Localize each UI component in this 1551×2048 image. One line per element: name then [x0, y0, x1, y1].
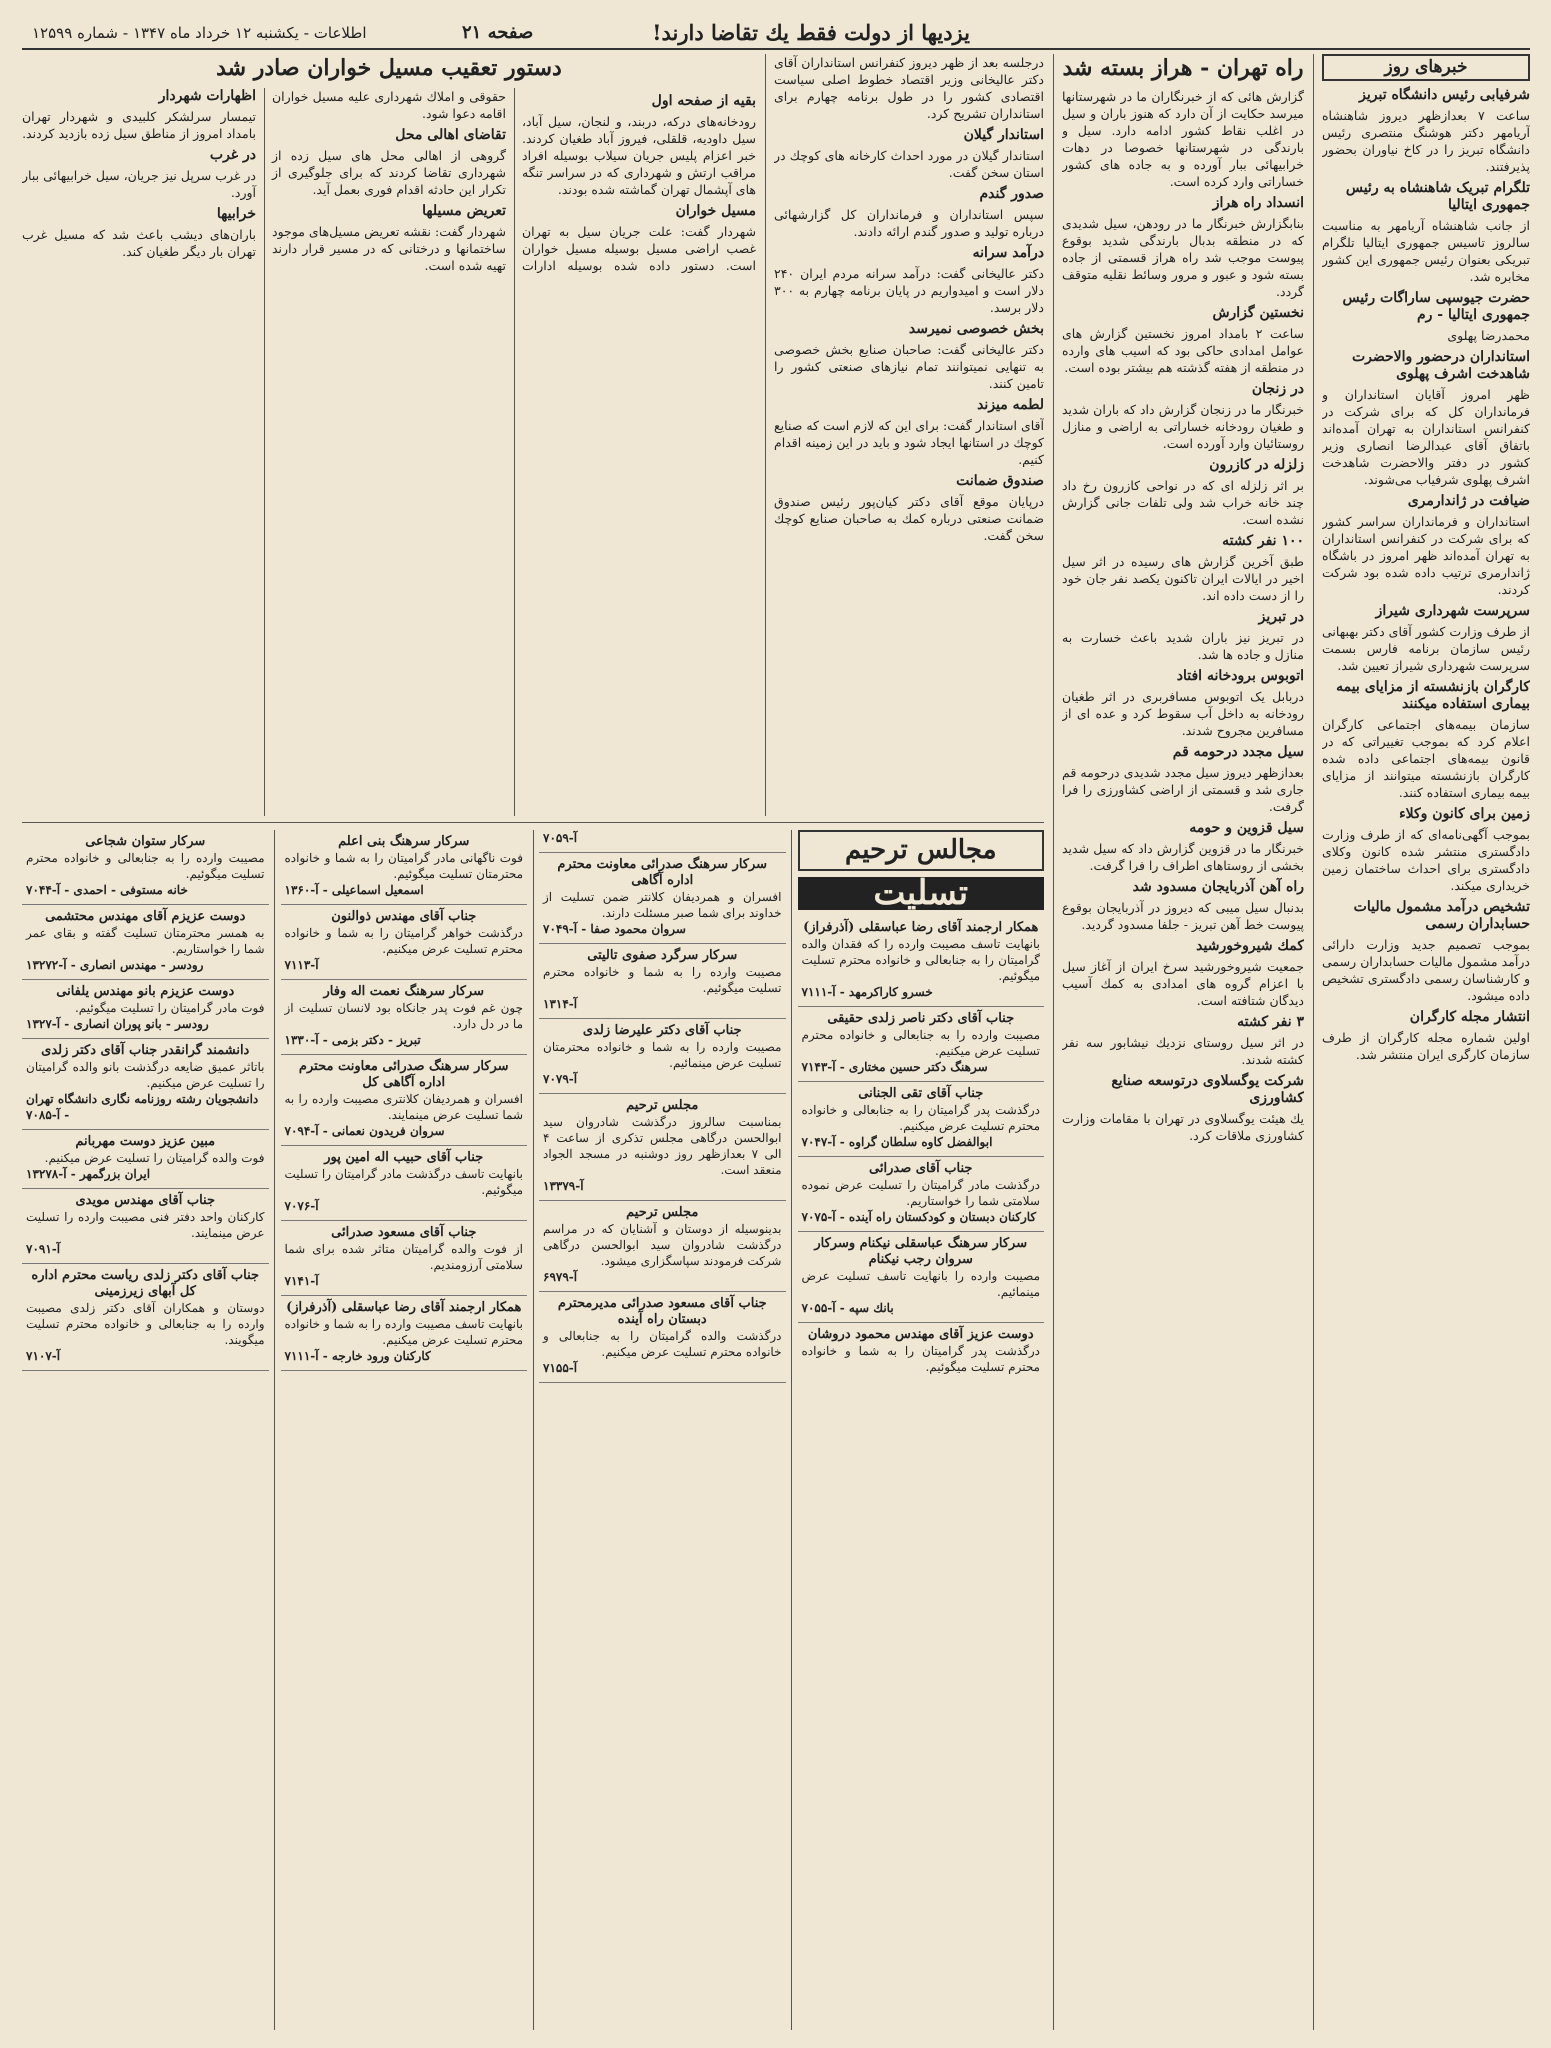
article-paragraph: درپایان موقع آقای دکتر کیان‌پور رئیس صندوق ضمانت صنعتی درباره کمك به صاحبان صنایع کوچك سخن گفت.: [774, 494, 1044, 543]
tasliat-title: تسلیت: [798, 877, 1045, 910]
condolence-notice: [22, 905, 269, 980]
article-paragraph: درجلسه بعد از ظهر دیروز کنفرانس استانداران آقای دکتر عالیخانی وزیر اقتصاد خطوط اصلی سیاست اقتصادی کشور را در طول برنامه چهارم برای استانداران تشریح کرد.: [774, 55, 1044, 121]
article-paragraph: باران‌های دیشب باعث شد که مسیل غرب تهران بار دیگر طغیان کند.: [22, 227, 256, 259]
article-paragraph: از جانب شاهنشاه آریامهر به مناسبت سالروز تاسیس جمهوری ایتالیا تلگرام تبریکی بعنوان رئیس جمهوری این کشور مخابره شد.: [1322, 218, 1530, 284]
condolence-notice: [281, 1221, 528, 1296]
condolence-notice: [22, 1189, 269, 1264]
article-subheading: زلزله در کازرون: [1209, 457, 1304, 473]
notice-signature: کارکنان دبستان و کودکستان راه آینده - آ-۷۰۷۵: [801, 1210, 1037, 1224]
condolence-notice: [798, 1007, 1045, 1082]
condolence-notice: [281, 830, 528, 905]
road-closed-headline: راه تهران - هراز بسته شد: [1062, 55, 1304, 81]
article-subheading: اظهارات شهردار: [158, 88, 256, 104]
notice-title: جناب آقای حبیب اله امین پور: [324, 1150, 484, 1165]
notice-signature: رودسر - بانو پوران انصاری - آ-۱۳۲۷: [26, 1017, 209, 1031]
conference-article: [774, 54, 1044, 816]
top-headline: یزدیها از دولت فقط یك تقاضا دارند!: [652, 20, 970, 45]
condolence-notice: [539, 1292, 786, 1383]
notice-body: مصیبت وارده را به شما و خانواده محترمتان تسلیت عرض مینمائیم.: [543, 1040, 782, 1070]
article-paragraph: ساعت ۲ بامداد امروز نخستین گزارش های عوامل امدادی حاکی بود که اسیب های وارده در منطقه از هفته گذشته هم بیشتر بوده است.: [1062, 326, 1304, 375]
article-subheading: خرابیها: [216, 206, 256, 222]
notice-body: فوت والده گرامیتان را تسلیت عرض میکنیم.: [44, 1151, 265, 1165]
article-subheading: حضرت جیوسپی ساراگات رئیس جمهوری ایتالیا - رم: [1342, 290, 1530, 323]
newspaper-page: [22, 18, 1530, 2030]
condolence-notice: [281, 905, 528, 980]
article-paragraph: سازمان بیمه‌های اجتماعی کارگران اعلام کرد که بموجب تغییراتی که در قانون بیمه‌های اجتماعی داده شده کارگران بازنشسته میتوانند از مزایای بیمه بیماری استفاده کنند.: [1322, 717, 1530, 800]
article-subheading: انتشار مجله کارگران: [1409, 1009, 1530, 1025]
article-subheading: استاندار گیلان: [963, 127, 1044, 143]
notice-body: مصیبت وارده را بانهایت تاسف تسلیت عرض مینمائیم.: [801, 1269, 1040, 1299]
notice-title: همکار ارجمند آقای رضا عباسقلی (آذرفراز): [286, 1300, 522, 1315]
article-paragraph: ساعت ۷ بعدازظهر دیروز شاهنشاه آریامهر دکتر هوشنگ منتصری رئیس دانشگاه تبریز را در کاخ نیاوران بحضور پذیرفتند.: [1322, 108, 1530, 174]
notice-body: مصیبت وارده را به جنابعالی و خانواده محترم تسلیت میگوئیم.: [26, 851, 265, 881]
condolence-notice: [798, 1232, 1045, 1323]
notice-title: مجلس ترحیم: [626, 1098, 699, 1113]
article-paragraph: بموجب تصمیم جدید وزارت دارائی درآمد مشمول مالیات حسابداران رسمی و کارشناسان رسمی دادگستری تشخیص داده میشود.: [1322, 937, 1530, 1003]
article-paragraph: طبق آخرین گزارش های رسیده در اثر سیل اخیر در ایالات ایران تاکنون یکصد نفر جان خود را از دست داده اند.: [1062, 554, 1304, 603]
article-subheading: انسداد راه هراز: [1212, 195, 1304, 211]
article-subheading: کمك شیروخورشید: [1196, 938, 1304, 954]
notice-title: سرکار سرهنگ نعمت اله وفار: [323, 984, 485, 999]
article-paragraph: شهردار گفت: علت جریان سیل به تهران غصب اراضی مسیل بوسیله مسیل خواران است. دستور داده شده بوسیله ادارات حقوقی و املاك شهرداری علیه مسیل خواران اقامه دعوا شود.: [272, 89, 756, 273]
notice-body: درگذشت خواهر گرامیتان را به شما و خانواده محترم تسلیت عرض میکنیم.: [284, 926, 523, 956]
notice-title: سرکار سرهنگ صدرائی معاونت محترم اداره آگاهی: [557, 857, 768, 888]
condolence-notice: [539, 853, 786, 944]
column-rule: [765, 54, 766, 816]
section-rule: [22, 822, 1044, 823]
notice-title: دوست عزیزم آقای مهندس محتشمی: [45, 909, 246, 924]
article-paragraph: گزارش هائی که از خبرنگاران ما در شهرستانها میرسد حکایت از آن دارد که هنوز باران و سیل در اغلب نقاط کشور ادامه دارد. سیل و بارندگی در شهرستانها خصوصا در دهات خرابیهائی ببار آورده و به جاده های کشور خساراتی وارد کرده است.: [1062, 89, 1304, 189]
notice-signature: سرهنگ دکتر حسین مختاری - آ-۷۱۴۳: [801, 1060, 988, 1074]
article-subheading: در تبریز: [1258, 609, 1304, 625]
article-subheading: نخستین گزارش: [1212, 305, 1304, 321]
article-paragraph: استاندار گیلان در مورد احداث کارخانه های کوچك در استان سخن گفت.: [774, 148, 1044, 180]
article-subheading: لطمه میزند: [977, 397, 1044, 413]
notice-title: مبین عزیز دوست مهربانم: [75, 1134, 216, 1149]
notice-signature: خانه مستوفی - احمدی - آ-۷۰۴۴: [26, 883, 188, 897]
notice-body: بانهایت تاسف درگذشت مادر گرامیتان را تسلیت میگوئیم.: [284, 1167, 523, 1197]
article-paragraph: سپس استانداران و فرمانداران کل گزارشهائی درباره تولید و صدور گندم ارائه دادند.: [774, 207, 1044, 239]
notice-signature: دانشجویان رشته روزنامه نگاری دانشگاه تهران - آ-۷۰۸۵: [26, 1092, 259, 1122]
article-subheading: ۳ نفر کشته: [1237, 1014, 1304, 1030]
issue-date: اطلاعات - یکشنبه ۱۲ خرداد ماه ۱۳۴۷ - شماره ۱۲۵۹۹: [32, 24, 367, 42]
condolence-notice: [539, 1094, 786, 1201]
notice-body: بانهایت تاسف مصیبت وارده را به شما و خانواده محترم تسلیت عرض میکنیم.: [284, 1317, 523, 1347]
article-paragraph: بدنبال سیل میبی که دیروز در آذربایجان بوقوع پیوست خط آهن تبریز - جلفا مسدود گردید.: [1062, 900, 1304, 932]
article-subheading: بخش خصوصی نمیرسد: [908, 321, 1044, 337]
article-subheading: شرکت یوگسلاوی درتوسعه صنایع کشاورزی: [1111, 1073, 1304, 1106]
notice-body: از فوت والده گرامیتان متاثر شده برای شما سلامتی آرزومندیم.: [284, 1242, 523, 1272]
condolence-notice: [22, 830, 269, 905]
condolence-notice: [22, 1039, 269, 1130]
condolence-notice: [798, 916, 1045, 1007]
article-subheading: در زنجان: [1251, 381, 1304, 397]
article-subheading: سرپرست شهرداری شیراز: [1375, 603, 1530, 619]
notice-title: جناب آقای دکتر ناصر زلدی حقیقی: [827, 1011, 1015, 1026]
article-paragraph: خبرنگار ما در زنجان گزارش داد که باران شدید و طغیان رودخانه خساراتی به اراضی و منازل روستائیان وارد آورده است.: [1062, 402, 1304, 451]
article-subheading: مسیل خواران: [675, 203, 756, 219]
article-subheading: درآمد سرانه: [972, 245, 1044, 261]
condolence-notice: [539, 944, 786, 1019]
notice-signature: آ-۷۱۵۵: [543, 1361, 578, 1375]
notice-signature: آ-۶۹۷۹: [543, 1270, 578, 1284]
article-paragraph: بنابگزارش خبرنگار ما در رودهن، سیل شدیدی که در منطقه بدبال بارندگی شدید بوقوع پیوست موجب شد راه هراز قسمتی از جاده بسته شود و عبور و مرور وسائط نقلیه متوقف گردد.: [1062, 216, 1304, 299]
article-subheading: تشخیص درآمد مشمول مالیات حسابداران رسمی: [1353, 899, 1530, 932]
page-header: [22, 18, 1530, 50]
notice-signature: آ-۱۳۱۴: [543, 997, 578, 1011]
notice-body: افسران و همردیفان کلانتری مصیبت وارده را به شما تسلیت عرض مینمایند.: [284, 1092, 523, 1122]
notice-title: دانشمند گرانقدر جناب آقای دکتر زلدی: [41, 1043, 250, 1058]
news-of-day-column: [1322, 54, 1530, 2030]
notice-signature: بانك سپه - آ-۷۰۵۵: [801, 1301, 894, 1315]
article-paragraph: ظهر امروز آقایان استانداران و فرمانداران کل که برای شرکت در کنفرانس استانداران به تهران آمده‌اند باتفاق آقای عبدالرضا انصاری وزیر کشور در دفتر والاحضرت شاهدخت اشرف پهلوی شرفیاب می‌شوند.: [1322, 387, 1530, 487]
article-subheading: راه آهن آذربایجان مسدود شد: [1132, 879, 1304, 895]
flood-headline: دستور تعقیب مسیل خواران صادر شد: [216, 55, 562, 81]
notice-title: جناب آقای دکتر علیرضا زلدی: [582, 1023, 742, 1038]
flood-article: [22, 54, 756, 816]
article-paragraph: در غرب سرپل نیز جریان، سیل خرابیهائی ببار آورد.: [22, 168, 256, 200]
majalis-title: مجالس ترحیم: [798, 830, 1045, 871]
article-paragraph: از طرف وزارت کشور آقای دکتر بهبهانی رئیس سازمان برنامه فارس بسمت سرپرست شهرداری شیراز تعیین شد.: [1322, 624, 1530, 673]
notice-signature: ایران بزرگمهر - آ-۱۳۲۷۸: [26, 1167, 151, 1181]
article-subheading: در غرب: [209, 147, 256, 163]
article-paragraph: جمعیت شیروخورشید سرخ ایران از آغاز سیل با اعزام گروه های امدادی به کمك آسیب دیدگان شتافته است.: [1062, 959, 1304, 1008]
notice-signature: تبریز - دکتر بزمی - آ-۱۳۳۰: [284, 1033, 421, 1047]
article-subheading: زمین برای کانون وکلاء: [1399, 806, 1530, 822]
article-subheading: تقاضای اهالی محل: [395, 127, 506, 143]
notice-body: درگذشت والده گرامیتان را به جنابعالی و خانواده محترم تسلیت عرض میکنیم.: [543, 1329, 782, 1359]
notice-signature: سروان محمود صفا - آ-۷۰۴۹: [543, 922, 686, 936]
article-subheading: صدور گندم: [979, 186, 1044, 202]
article-paragraph: استانداران و فرمانداران سراسر کشور که برای شرکت در کنفرانس استانداران به تهران آمده‌اند ظهر امروز در باشگاه ژاندارمری ترتیب داده شده بود شرکت کردند.: [1322, 514, 1530, 597]
notice-body: افسران و همردیفان کلانتر ضمن تسلیت از خداوند برای شما صبر مسئلت دارند.: [543, 890, 782, 920]
notice-title: جناب آقای مهندس ذوالنون: [331, 909, 477, 924]
notice-title: سرکار سرهنگ عباسقلی نیکنام وسرکار سروان رجب نیکنام: [814, 1236, 1028, 1267]
condolence-notice: [798, 1082, 1045, 1157]
notice-signature: کارکنان ورود خارجه - آ-۷۱۱۱: [284, 1349, 431, 1363]
condolence-notice: [22, 1130, 269, 1189]
obituary-section: [22, 830, 1044, 2030]
notice-body: دوستان و همکاران آقای دکتر زلدی مصیبت وارده را به جنابعالی و خانواده محترم تسلیت میگویند.: [26, 1301, 265, 1347]
column-rule: [1313, 54, 1314, 2030]
notice-signature: ابوالفضل کاوه سلطان گراوه - آ-۷۰۴۷: [801, 1135, 993, 1149]
notice-signature: آ-۷۰۷۶: [284, 1199, 319, 1213]
article-paragraph: دکتر عالیخانی گفت: درآمد سرانه مردم ایران ۲۴۰ دلار است و امیدواریم در پایان برنامه چهارم به ۳۰۰ دلار برسد.: [774, 266, 1044, 315]
notice-body: فوت ناگهانی مادر گرامیتان را به شما و خانواده محترمتان تسلیت میگوئیم.: [284, 851, 523, 881]
article-paragraph: اولین شماره مجله کارگران از طرف سازمان کارگری ایران منتشر شد.: [1322, 1030, 1530, 1062]
notice-body: بدینوسیله از دوستان و آشنایان که در مراسم درگذشت شادروان سید ابوالحسن درگاهی شرکت فرمودند سپاسگزاری میشود.: [543, 1222, 782, 1268]
article-subheading: صندوق ضمانت: [956, 473, 1044, 489]
notice-signature: آ-۷۰۵۹: [543, 831, 578, 845]
notice-signature: آ-۷۱۰۷: [26, 1349, 61, 1363]
article-subheading: استانداران درحضور والاحضرت شاهدخت اشرف پهلوی: [1351, 349, 1530, 382]
notice-body: مصیبت وارده را به جنابعالی و خانواده محترم تسلیت عرض میکنیم.: [801, 1028, 1040, 1058]
article-paragraph: بر اثر زلزله ای که در نواحی کازرون رخ داد چند خانه خراب شد ولی تلفات جانی گزارش نشده است.: [1062, 478, 1304, 527]
notice-body: کارکنان واحد دفتر فنی مصیبت وارده را تسلیت عرض مینمایند.: [26, 1210, 265, 1240]
condolence-notice: [281, 980, 528, 1055]
notice-title: جناب آقای دکتر زلدی ریاست محترم اداره کل آبهای زیرزمینی: [31, 1268, 260, 1299]
article-paragraph: در تبریز نیز باران شدید باعث خسارت به منازل و جاده ها شد.: [1062, 630, 1304, 662]
article-subheading: بقیه از صفحه اول: [651, 93, 756, 109]
article-subheading: ۱۰۰ نفر کشته: [1222, 533, 1304, 549]
notice-body: درگذشت پدر گرامیتان را به شما و خانواده محترم تسلیت میگوئیم.: [801, 1344, 1040, 1374]
notice-body: چون غم فوت پدر جانکاه بود لانسان تسلیت از ما در دل دارد.: [284, 1001, 523, 1031]
notice-signature: خسرو کاراکرمهد - آ-۷۱۱۱: [801, 985, 933, 999]
article-paragraph: آقای استاندار گفت: برای این که لازم است که صنایع کوچك در استانها ایجاد شود و باید در این زمینه اقدام کنیم.: [774, 418, 1044, 467]
notice-signature: آ-۷۱۴۱: [284, 1274, 319, 1288]
notice-title: جناب آقای تقی الجنانی: [858, 1086, 984, 1101]
article-paragraph: تیمسار سرلشکر کلبیدی و شهردار تهران بامداد امروز از مناطق سیل زده بازدید کردند.: [22, 109, 256, 141]
article-subheading: شرفیابی رئیس دانشگاه تبریز: [1359, 87, 1530, 103]
article-subheading: ضیافت در ژاندارمری: [1407, 493, 1530, 509]
notice-signature: آ-۷۱۱۳: [284, 958, 319, 972]
notice-title: سرکار سرهنگ صدرائی معاونت محترم اداره آگاهی کل: [298, 1059, 509, 1090]
notice-body: بانهایت تاسف مصیبت وارده را که فقدان والده گرامیتان را به جنابعالی و خانواده محترم تسلیت میگوئیم.: [801, 937, 1040, 983]
notice-body: درگذشت مادر گرامیتان را تسلیت عرض نموده سلامتی شما را خواستاریم.: [801, 1178, 1040, 1208]
notice-signature: سروان فریدون نعمانی - آ-۷۰۹۴: [284, 1124, 445, 1138]
notice-body: مصیبت وارده را به شما و خانواده محترم تسلیت میگوئیم.: [543, 965, 782, 995]
notice-title: دوست عزیزم بانو مهندس یلفانی: [56, 984, 235, 999]
notice-title: سرکار سرهنگ بنی اعلم: [338, 834, 470, 849]
notice-body: درگذشت پدر گرامیتان را به جنابعالی و خانواده محترم تسلیت عرض میکنیم.: [801, 1103, 1040, 1133]
notice-body: به همسر محترمتان تسلیت گفته و بقای عمر شما را خواستاریم.: [26, 926, 265, 956]
notice-title: سرکار سرگرد صفوی تالیتی: [587, 948, 738, 963]
article-paragraph: بعدازظهر دیروز سیل مجدد شدیدی درحومه قم جاری شد و قسمتی از اراضی کشاورزی را فرا گرفت.: [1062, 765, 1304, 814]
article-paragraph: دربابل یک اتوبوس مسافربری در اثر طغیان رودخانه به داخل آب سقوط کرد و عده ای از مسافرین مجروح شدند.: [1062, 689, 1304, 738]
article-subheading: اتوبوس برودخانه افتاد: [1176, 668, 1304, 684]
notice-title: دوست عزیز آقای مهندس محمود دروشان: [807, 1327, 1034, 1342]
notice-title: جناب آقای مهندس مویدی: [75, 1193, 216, 1208]
condolence-notice: [539, 1201, 786, 1292]
notice-signature: رودسر - مهندس انصاری - آ-۱۳۲۷۲: [26, 958, 204, 972]
article-paragraph: رودخانه‌های درکه، دربند، و لنجان، سیل آباد، سیل داودیه، قلقلی، فیروز آباد طغیان کردند. خبر اعزام پلیس جریان سیلاب بوسیله افراد مراقب ارتش و شهرداری که در سراسر تنگه های آپشمال تهران گماشته شده بودند.: [522, 114, 756, 197]
condolence-notice: [22, 980, 269, 1039]
condolence-notice: [22, 1264, 269, 1371]
condolence-notice: [281, 1296, 528, 1371]
news-of-day-title: خبرهای روز: [1322, 54, 1530, 81]
condolence-notice: [281, 1055, 528, 1146]
notice-title: جناب آقای صدرائی: [869, 1161, 973, 1176]
article-paragraph: شهردار گفت: نقشه تعریض مسیل‌های موجود ساختمانها و درختانی که در مسیر قرار دارند تهیه شده است.: [272, 224, 506, 273]
article-subheading: تلگرام تبریک شاهنشاه به رئیس جمهوری ایتالیا: [1345, 180, 1530, 213]
notice-signature: آ-۱۳۳۷۹: [543, 1179, 584, 1193]
notice-title: مجلس ترحیم: [626, 1205, 699, 1220]
article-paragraph: محمدرضا پهلوی: [1447, 328, 1530, 343]
article-paragraph: در اثر سیل روستای نزدیك نیشابور سه نفر کشته شدند.: [1062, 1035, 1304, 1067]
notice-body: باتاثر عمیق ضایعه درگذشت بانو والده گرامیتان را تسلیت عرض میکنیم.: [26, 1060, 265, 1090]
article-paragraph: خبرنگار ما در قزوین گزارش داد که سیل شدید بخشی از روستاهای اطراف را فرا گرفت.: [1062, 841, 1304, 873]
notice-signature: اسمعیل اسماعیلی - آ-۱۳۶۰: [284, 883, 424, 897]
article-paragraph: گروهی از اهالی محل های سیل زده از شهرداری تقاضا کردند که برای جلوگیری از تکرار این حادثه اقدام فوری بعمل آید.: [272, 148, 506, 197]
notice-body: فوت مادر گرامیتان را تسلیت میگوئیم.: [74, 1001, 265, 1015]
article-subheading: سیل مجدد درحومه قم: [1172, 744, 1304, 760]
condolence-notice: [798, 1157, 1045, 1232]
notice-title: همکار ارجمند آقای رضا عباسقلی (آذرفراز): [803, 920, 1039, 935]
condolence-notice: [281, 1146, 528, 1221]
article-paragraph: یك هیئت یوگسلاوی در تهران با مقامات وزارت کشاورزی ملاقات کرد.: [1062, 1111, 1304, 1143]
notice-title: جناب آقای مسعود صدرائی: [331, 1225, 477, 1240]
notice-title: جناب آقای مسعود صدرائی مدیرمحترم دبستان راه آینده: [557, 1296, 767, 1327]
notice-title: سرکار ستوان شجاعی: [85, 834, 206, 849]
notice-signature: آ-۷۰۹۱: [26, 1242, 61, 1256]
column-rule: [1053, 54, 1054, 2030]
article-subheading: تعریض مسیلها: [422, 203, 506, 219]
article-paragraph: دکتر عالیخانی گفت: صاحبان صنایع بخش خصوصی به تنهایی نمیتوانند تمام نیازهای صنعتی کشور را تامین کنند.: [774, 342, 1044, 391]
article-subheading: کارگران بازنشسته از مزایای بیمه بیماری استفاده میکنند: [1336, 679, 1530, 712]
notice-body: بمناسبت سالروز درگذشت شادروان سید ابوالحسن درگاهی مجلس تذکری از ساعت ۴ الی ۷ بعدازظهر روز دوشنبه در مسجد الجواد منعقد است.: [543, 1115, 782, 1177]
page-number: صفحه ۲۱: [462, 22, 534, 43]
condolence-notice: [539, 1019, 786, 1094]
article-paragraph: بموجب آگهی‌نامه‌ای که از طرف وزارت دادگستری منتشر شده کانون وکلای دادگستری برای احداث ساختمان زمین خریداری میکند.: [1322, 827, 1530, 893]
notice-signature: آ-۷۰۷۹: [543, 1072, 578, 1086]
road-closed-column: [1062, 54, 1304, 2030]
article-subheading: سیل قزوین و حومه: [1189, 820, 1304, 836]
